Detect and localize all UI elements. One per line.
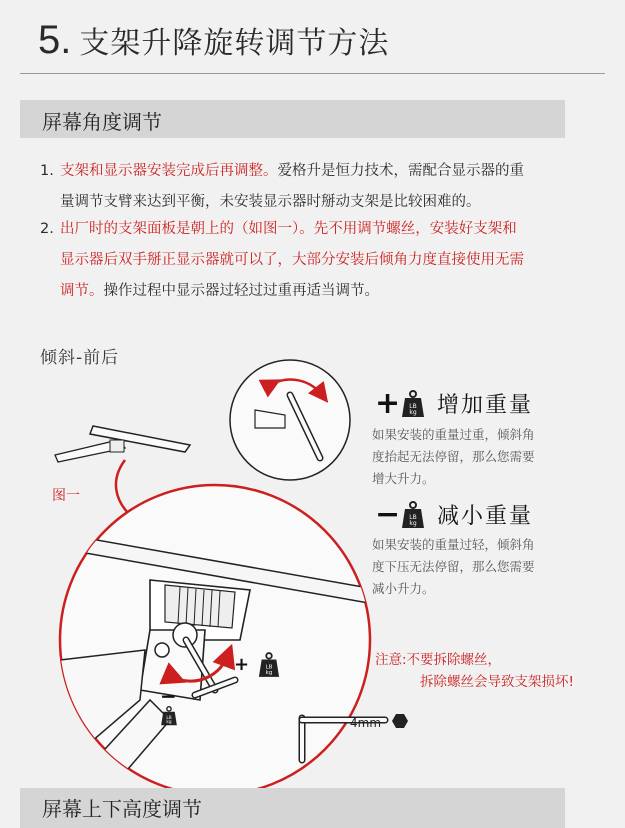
svg-text:LB: LB bbox=[166, 715, 172, 721]
step-1-text: 爱格升是恒力技术，需配合显示器的重 bbox=[277, 163, 524, 179]
increase-weight-label: 增加重量 bbox=[437, 393, 534, 418]
decrease-weight-label: 减小重量 bbox=[437, 504, 534, 529]
weight-icon bbox=[160, 706, 178, 726]
weight-icon bbox=[258, 652, 280, 678]
svg-text:−: − bbox=[160, 684, 177, 708]
desc-line: 减小升力。 bbox=[372, 581, 435, 596]
step-2-text-3: 操作过程中显示器过轻过过重再适当调节。 bbox=[103, 283, 379, 299]
svg-text:+: + bbox=[234, 654, 250, 675]
section-heading: 屏幕角度调节 bbox=[42, 110, 162, 134]
weight-icon bbox=[401, 390, 425, 418]
title-text: 支架升降旋转调节方法 bbox=[79, 26, 390, 61]
svg-text:kg: kg bbox=[166, 720, 172, 726]
step-2-red-text: 出厂时的支架面板是朝上的（如图一）。 bbox=[60, 221, 314, 237]
step-2-red-text-2: 显示器后双手掰正显示器就可以了， bbox=[60, 252, 292, 268]
step-2-text: 先不用调节螺丝，安装好支架和 bbox=[313, 221, 517, 237]
step-2-red-text-3: 调节。 bbox=[60, 283, 104, 299]
decrease-weight-description bbox=[372, 534, 572, 600]
step-1-text-line2: 量调节支臂来达到平衡，未安装显示器时掰动支架是比较困难的。 bbox=[60, 194, 481, 210]
rotation-inset bbox=[230, 360, 350, 480]
svg-text:kg: kg bbox=[265, 670, 273, 677]
increase-weight-description bbox=[372, 424, 572, 490]
section-heading: 屏幕上下高度调节 bbox=[42, 797, 202, 821]
svg-text:kg: kg bbox=[409, 408, 417, 416]
desc-line: 增大升力。 bbox=[372, 471, 435, 486]
svg-text:LB: LB bbox=[265, 664, 273, 671]
step-2-text-2: 大部分安装后倾角力度直接使用无需 bbox=[292, 252, 524, 268]
tilt-label: 倾斜-前后 bbox=[40, 348, 120, 368]
svg-text:kg: kg bbox=[409, 519, 417, 527]
warning-note-line2: 拆除螺丝会导致支架损坏! bbox=[420, 674, 574, 690]
step-number: 1. bbox=[40, 163, 54, 179]
tool-size-label: 4mm bbox=[350, 716, 382, 730]
weight-icon bbox=[401, 501, 425, 529]
figure-one-label: 图一 bbox=[52, 488, 80, 504]
hex-nut-icon bbox=[392, 714, 408, 728]
svg-text:LB: LB bbox=[409, 513, 417, 521]
desc-line: 如果安装的重量过重，倾斜角 bbox=[372, 427, 535, 442]
callout-line bbox=[116, 460, 130, 515]
step-1-warning: 支架和显示器安装完成后再调整。 bbox=[60, 163, 278, 179]
title-number: 5. bbox=[38, 18, 72, 62]
desc-line: 如果安装的重量过轻，倾斜角 bbox=[372, 537, 535, 552]
increase-weight bbox=[375, 386, 533, 421]
step-number: 2. bbox=[40, 221, 54, 237]
section-header-height bbox=[20, 788, 565, 828]
decrease-weight bbox=[375, 497, 533, 532]
bracket-figure-one bbox=[55, 426, 190, 462]
plus-sign: + bbox=[375, 386, 401, 421]
svg-text:LB: LB bbox=[409, 402, 417, 410]
warning-note-line1: 注意:不要拆除螺丝， bbox=[375, 652, 502, 668]
minus-sign: − bbox=[375, 497, 401, 532]
desc-line: 度下压无法停留，那么您需要 bbox=[372, 559, 535, 574]
magnified-detail bbox=[40, 485, 380, 795]
desc-line: 度抬起无法停留，那么您需要 bbox=[372, 449, 535, 464]
